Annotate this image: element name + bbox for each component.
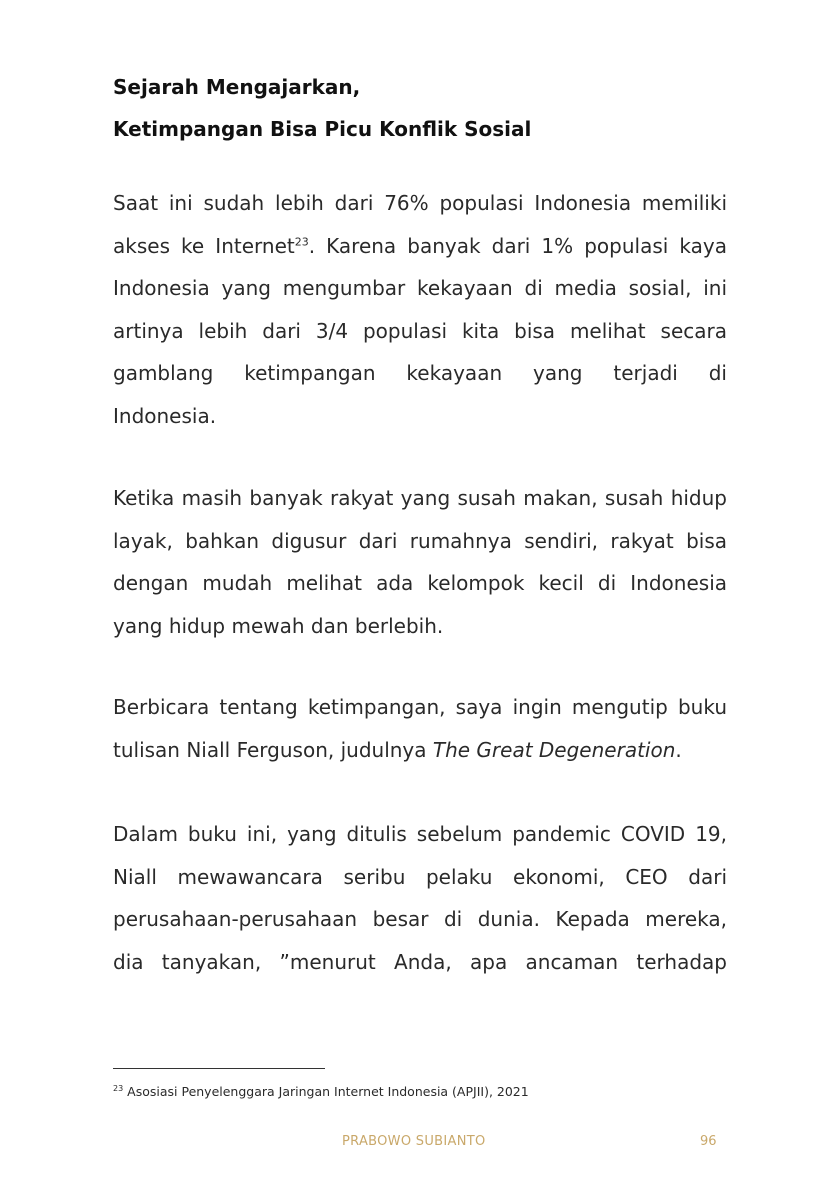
paragraph-1 bbox=[113, 182, 727, 437]
footnote-text: Asosiasi Penyelenggara Jaringan Internet Indonesia (APJII), 2021 bbox=[123, 1084, 529, 1099]
section-heading bbox=[113, 66, 531, 150]
paragraph-3 bbox=[113, 686, 727, 771]
text-span: . Karena banyak dari 1% populasi kaya bbox=[308, 233, 727, 258]
paragraph-line: dia tanyakan, ”menurut Anda, apa ancaman terhadap bbox=[113, 949, 727, 974]
paragraph-line: dengan mudah melihat ada kelompok kecil di Indonesia bbox=[113, 571, 727, 595]
paragraph-line: Berbicara tentang ketimpangan, saya ingin mengutip buku bbox=[113, 695, 727, 719]
footnote bbox=[113, 1084, 529, 1099]
paragraph-line: gamblang ketimpangan kekayaan yang terjadi di bbox=[113, 361, 727, 385]
paragraph-line: Ketika masih banyak rakyat yang susah makan, susah hidup bbox=[113, 486, 727, 510]
paragraph-line: Indonesia yang mengumbar kekayaan di media sosial, ini bbox=[113, 276, 727, 300]
paragraph-line: perusahaan-perusahaan besar di dunia. Kepada mereka, bbox=[113, 907, 727, 931]
text-span: . bbox=[675, 737, 682, 762]
paragraph-line bbox=[113, 225, 727, 268]
paragraph-line: Saat ini sudah lebih dari 76% populasi Indonesia memiliki bbox=[113, 191, 727, 215]
page-number: 96 bbox=[700, 1134, 717, 1149]
running-footer-author: PRABOWO SUBIANTO bbox=[342, 1134, 486, 1149]
paragraph-line: Dalam buku ini, yang ditulis sebelum pandemic COVID 19, bbox=[113, 822, 727, 846]
paragraph-line: Indonesia. bbox=[113, 403, 217, 428]
heading-line-2: Ketimpangan Bisa Picu Konflik Sosial bbox=[113, 117, 532, 141]
paragraph-4 bbox=[113, 813, 727, 983]
text-span: akses ke Internet bbox=[113, 233, 295, 258]
paragraph-line: artinya lebih dari 3/4 populasi kita bisa melihat secara bbox=[113, 318, 727, 343]
book-title: The Great Degeneration bbox=[432, 737, 676, 762]
footnote-number: 23 bbox=[113, 1083, 124, 1093]
heading-line-1: Sejarah Mengajarkan, bbox=[113, 75, 361, 99]
paragraph-line bbox=[113, 729, 727, 772]
paragraph-2 bbox=[113, 477, 727, 647]
text-span: tulisan Niall Ferguson, judulnya bbox=[113, 737, 433, 762]
footnote-divider bbox=[113, 1068, 325, 1069]
paragraph-line: Niall mewawancara seribu pelaku ekonomi, CEO dari bbox=[113, 864, 727, 889]
footnote-reference: 23 bbox=[294, 234, 309, 248]
paragraph-line: layak, bahkan digusur dari rumahnya sendiri, rakyat bisa bbox=[113, 528, 727, 553]
paragraph-line: yang hidup mewah dan berlebih. bbox=[113, 613, 444, 638]
